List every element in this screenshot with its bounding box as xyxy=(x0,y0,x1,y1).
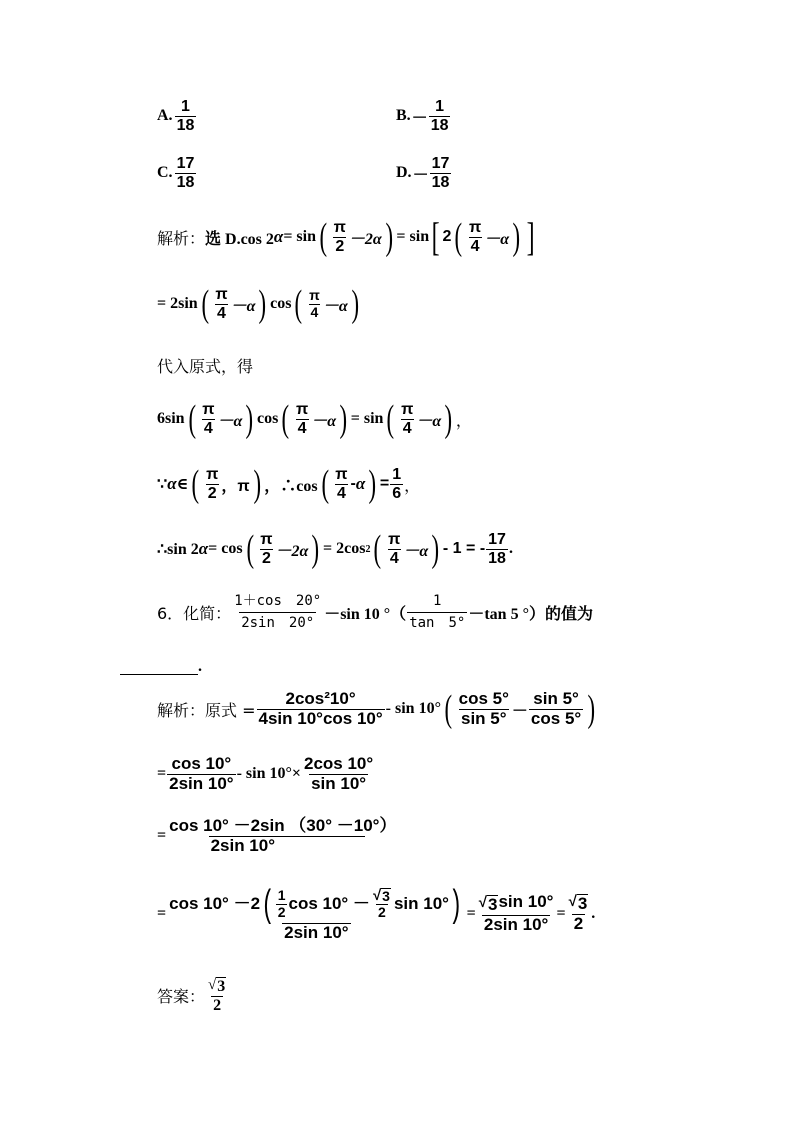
fraction: $\frac{1}{18}$ xyxy=(176,98,195,134)
fraction: $\frac{17}{18}$ xyxy=(176,155,195,191)
option-c: C. $\frac{17}{18}$ xyxy=(157,155,195,191)
answer-line: 答案： √ 3 2 xyxy=(157,977,226,1014)
solution5-line2: = 2sin ( $\frac{\pi}{4}$ －α ) cos ( $\frac{\pi}{4}$ －α ) xyxy=(157,283,359,325)
solution6-line1: 解析：原式 = $\frac{\text{2cos²10°}}{4\sin 10^\circ\cos 10^\circ}$ - sin 10° ( $\frac{\cos 5^\circ}{\sin 5^\circ}$ － $\frac{\sin 5^\circ}{\cos 5^\circ}$ ) xyxy=(157,688,596,731)
fraction: $\frac{1}{18}$ xyxy=(430,98,449,134)
solution6-line3: = $\frac{\cos 10^\circ -2\sin (30^\circ -10^\circ)}{2\sin 10^\circ}$ xyxy=(157,816,397,855)
option-b: B. － $\frac{1}{18}$ xyxy=(396,98,449,134)
solution5-line5: ∵ α ∈ ( $\frac{\pi}{2}$ ，π ) ，∴cos ( $\frac{\pi}{4}$ - α ) = $\frac{1}{6}$ ， xyxy=(157,463,421,505)
fraction: $\frac{17}{18}$ xyxy=(431,155,450,191)
question6: 6．化简： $\frac{1+\cos 20^\circ}{2\sin 20^\circ}$ －sin 10 °（ $\frac{1}{\tan 5^\circ}$ －tan 5 °）的值为 xyxy=(157,593,593,632)
solution6-line2: = $\frac{\cos 10^\circ}{2\sin 10^\circ}$ - sin 10° × $\frac{2\cos 10^\circ}{\sin 10^\circ}$ xyxy=(157,754,374,793)
answer-blank-line: . xyxy=(120,658,202,676)
answer-blank xyxy=(120,660,198,675)
solution5-line4: 6sin ( $\frac{\pi}{4}$ －α ) cos ( $\frac{\pi}{4}$ －α ) = sin ( $\frac{\pi}{4}$ －α ) ， xyxy=(157,398,472,440)
solution6-line4: = cos 10° －2 ( $\frac{1}{2}$ cos 10° － √ 3 2 sin 10° ) 2sin 10° = √ 3 sin 10° 2sin 10° = √ 3 2 . xyxy=(157,883,596,942)
solution5-line6: ∴sin 2 α = cos ( $\frac{\pi}{2}$ －2α ) = 2cos 2 ( $\frac{\pi}{4}$ －α ) - 1 = - $\frac{17}{18}$ . xyxy=(157,528,513,570)
option-d: D. － $\frac{17}{18}$ xyxy=(396,155,450,191)
substitute-text: 代入原式，得 xyxy=(157,357,254,376)
solution5-line1: 解析： 选 D.cos 2 α = sin ( $\frac{\pi}{2}$ －2α ) = sin [ 2 ( $\frac{\pi}{4}$ －α ) ] xyxy=(157,214,535,259)
option-a: A. $\frac{1}{18}$ xyxy=(157,98,195,134)
